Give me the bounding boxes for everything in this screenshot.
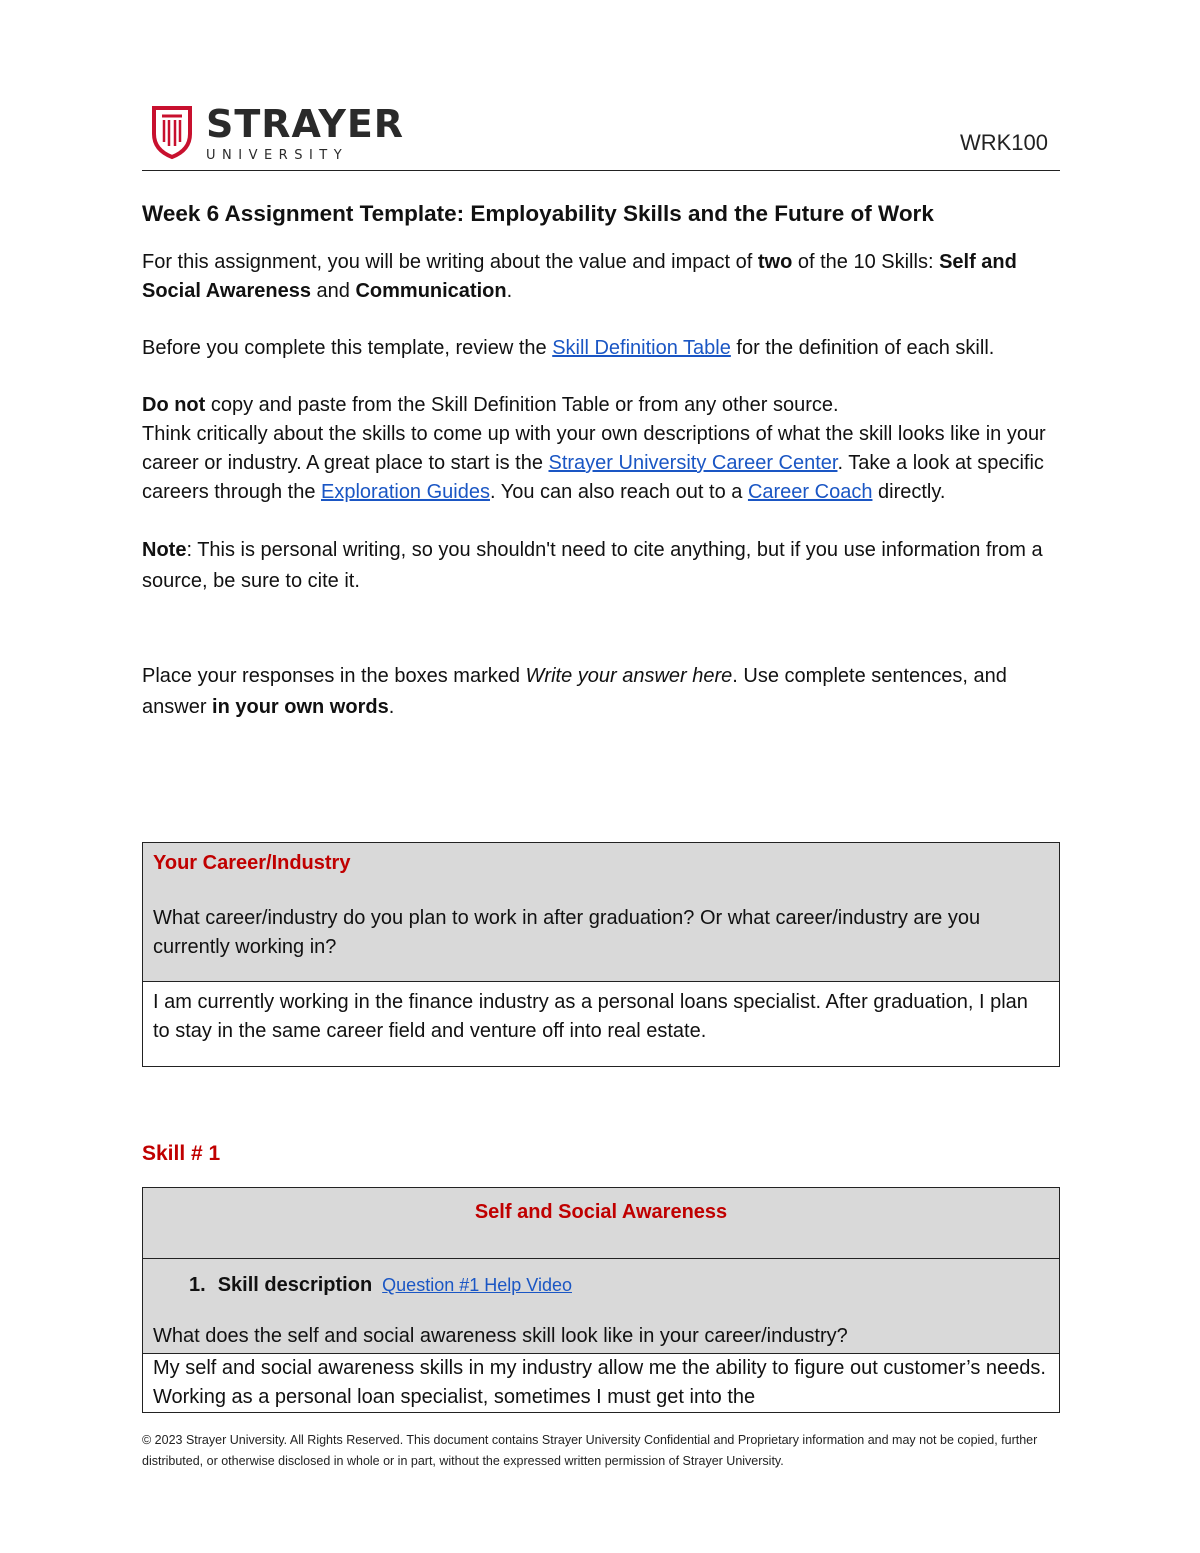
review-paragraph: Before you complete this template, review the Skill Definition Table for the definition of each skill. xyxy=(142,337,995,359)
skill-question: What does the self and social awareness skill look like in your career/industry? xyxy=(153,1325,848,1347)
exploration-guides-link[interactable]: Exploration Guides xyxy=(321,481,490,503)
logo-name: STRAYER xyxy=(206,102,405,146)
skill-answer: My self and social awareness skills in my industry allow me the ability to figure out customer’s needs. Working as a personal loan specialist, sometimes I must get into the xyxy=(153,1357,1046,1408)
career-center-link[interactable]: Strayer University Career Center xyxy=(548,452,838,474)
do-not-copy-paragraph: Do not copy and paste from the Skill Definition Table or from any other source. xyxy=(142,394,839,416)
logo-subtitle: UNIVERSITY xyxy=(206,148,349,163)
instructions-paragraph: Place your responses in the boxes marked Write your answer here. Use complete sentences, and answer in your own words. xyxy=(142,665,1007,718)
skill-name: Self and Social Awareness xyxy=(474,1201,728,1223)
page-title: Week 6 Assignment Template: Employability Skills and the Future of Work xyxy=(142,201,934,226)
think-critically-paragraph: Think critically about the skills to come up with your own descriptions of what the skill looks like in your career or industry. A great place to start is the Strayer University Career Center. Take a look at specific careers through the Exploration Guides. You can also reach out to a Career Coach directly. xyxy=(142,423,1046,503)
skill-1-table xyxy=(142,1187,1060,1413)
career-question-cell xyxy=(143,843,1060,982)
career-industry-table xyxy=(142,842,1060,1067)
skill-description-heading: 1. Skill description Question #1 Help Video xyxy=(189,1274,572,1296)
skill-description-cell xyxy=(143,1259,1060,1354)
career-coach-link[interactable]: Career Coach xyxy=(747,481,873,503)
skill-answer-cell[interactable] xyxy=(143,1354,1060,1413)
skill-name-cell xyxy=(143,1188,1060,1259)
shield-icon xyxy=(150,104,194,160)
course-code: WRK100 xyxy=(959,130,1048,155)
help-video-link[interactable]: Question #1 Help Video xyxy=(382,1275,572,1295)
page-header xyxy=(142,100,1060,171)
career-question: What career/industry do you plan to work in after graduation? Or what career/industry are you currently working in? xyxy=(153,907,981,958)
career-answer-cell[interactable] xyxy=(143,982,1060,1067)
career-heading: Your Career/Industry xyxy=(153,852,351,874)
skill-definition-table-link[interactable]: Skill Definition Table xyxy=(552,337,731,359)
strayer-logo xyxy=(150,104,404,164)
skill-1-label: Skill # 1 xyxy=(142,1142,221,1165)
copyright-footer: © 2023 Strayer University. All Rights Reserved. This document contains Strayer University Confidential and Proprietary information and may not be copied, further distributed, or otherwise disclosed in whole or in part, without the expressed written permission of Strayer University. xyxy=(142,1433,1038,1468)
note-paragraph: Note: This is personal writing, so you shouldn't need to cite anything, but if you use information from a source, be sure to cite it. xyxy=(142,539,1043,592)
career-answer: I am currently working in the finance industry as a personal loans specialist. After graduation, I plan to stay in the same career field and venture off into real estate. xyxy=(153,991,1028,1042)
assignment-content xyxy=(142,198,1060,723)
intro-paragraph: For this assignment, you will be writing about the value and impact of two of the 10 Skills: Self and Social Awareness and Communication. xyxy=(142,251,1017,302)
